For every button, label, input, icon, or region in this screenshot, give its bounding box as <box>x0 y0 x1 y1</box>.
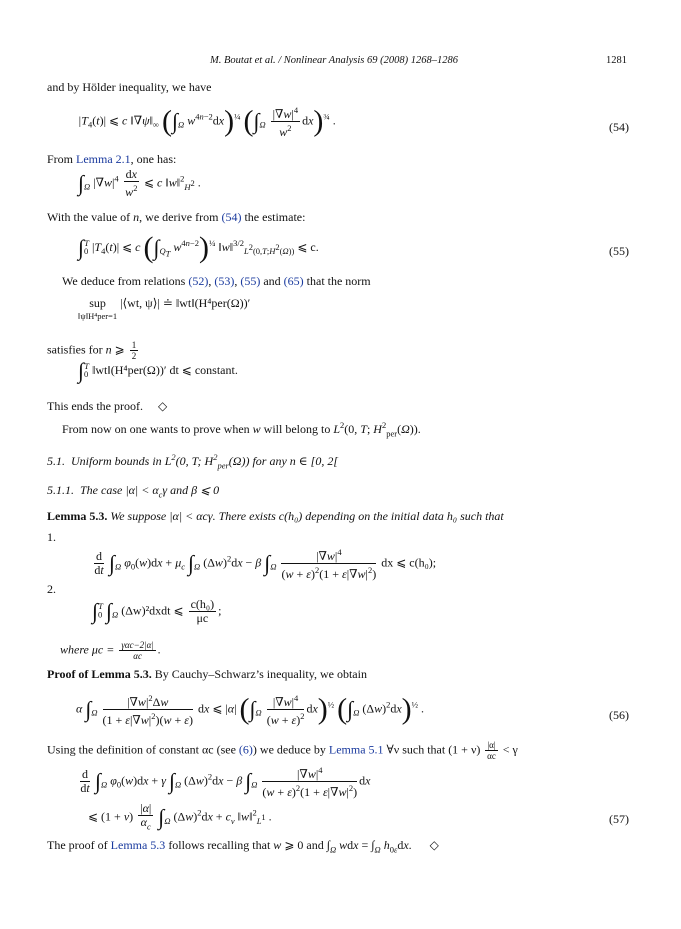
from-now-line: From now on one wants to prove when w will belong to $L^2(0$, T; $H^2_{per}(\Omega)$). <box>62 420 421 439</box>
equation-grad-bound: $\int_\Omega$ $|\nabla w|^4$ $\frac{dx}{w^2}$ ⩽ c ‖w‖$^2_{H^2}$ . <box>78 167 201 199</box>
page-number: 1281 <box>606 55 627 66</box>
value-n-line: With the value of n, we derive from (54) the estimate: <box>47 210 306 224</box>
equation-number-56: (56) <box>609 708 629 722</box>
equation-56: α $\int_\Omega$ $\frac{|\nabla w|^2\Delta w}{(1 + \varepsilon|\nabla w|^2)(w + \varepsilon)}$ dx ⩽ |α| ($\int_\Omega$ $\frac{|\nabla w|^4}{(w + \varepsilon)^2}$ dx)$^{\frac{1}{2}}$ ($\int_\Omega$ $(\Delta w)^2dx)^{\frac{1}{2}}$ . <box>76 692 425 727</box>
qed-symbol: ◇ <box>157 399 168 413</box>
from-lemma-line: From Lemma 2.1, one has: <box>47 152 177 166</box>
item-1-label: 1. <box>47 530 56 544</box>
proof-end-line: This ends the proof. ◇ <box>47 399 168 413</box>
deduce-line: We deduce from relations (52), (53), (55) and (65) that the norm <box>62 274 371 288</box>
where-mu-line: where μc = $\frac{\text{γαc−2|α|}}{\alpha c}$ . <box>60 640 161 661</box>
section-5-1-1-heading: 5.1.1. The case $|\alpha| < \alpha_c\gamma$ and β ⩽ 0 <box>47 483 220 500</box>
section-5-1-heading: 5.1. Uniform bounds in $L^2(0$, T; $H^2_{per}(\Omega)$) for any n ∈ [0, 2[ <box>47 452 338 471</box>
eq-6-link[interactable]: (6) <box>238 742 253 757</box>
equation-time-bound: $\int_0^T$ ‖wt‖(H⁴per(Ω))′ dt ⩽ constant. <box>78 358 238 383</box>
qed-symbol: ◇ <box>429 838 439 852</box>
equation-57-line-1: $\frac{d}{dt}$ $\int_\Omega$ $\varphi_0(w)dx + \gamma$ $\int_\Omega$ $(\Delta w)^2dx - \beta$ $\int_\Omega$ $\frac{|\nabla w|^4}{(w + \varepsilon)^2(1 + \varepsilon|\nabla w|^2)}$ dx <box>80 765 371 799</box>
equation-55: $\int_0^T$ $|T_4(t)|$ ⩽ c ($\int_{Q_T}$ $w^{4n-2})^{\frac{1}{4}}$ ‖w‖$^{3/2}_{L^2(0,T;H^2(\Omega))}$ ⩽ c. <box>78 231 319 264</box>
holder-intro: and by Hölder inequality, we have <box>47 80 212 94</box>
equation-57-line-2: ⩽ (1 + ν) $\frac{|\alpha|}{\alpha_c}$ $\int_\Omega$ $(\Delta w)^2dx + c_\nu$ ‖w‖$^2_{L^1}$ . <box>88 801 272 832</box>
equation-54: $|T_4(t)|$ ⩽ c $‖\nabla\psi‖_\infty$ ($\int_\Omega$ $w^{4n-2}dx)^{\frac{1}{4}}$ ($\int_\Omega$ $\frac{|\nabla w|^4}{w^2}$ dx)$^{\frac{3}{4}}$ . <box>78 104 336 139</box>
equation-number-55: (55) <box>609 244 629 258</box>
lemma-5-3-statement: Lemma 5.3. We suppose |α| < αcγ. There exists c(h₀) depending on the initial data h₀ such that <box>47 509 504 523</box>
eq-55-link[interactable]: (55) <box>240 274 261 288</box>
eq-52-link[interactable]: (52) <box>188 274 209 288</box>
running-header: M. Boutat et al. / Nonlinear Analysis 69 (2008) 1268–1286 <box>210 55 459 66</box>
equation-number-54: (54) <box>609 120 629 134</box>
equation-item-1: $\frac{d}{dt}$ $\int_\Omega$ $\varphi_0(w)dx + \mu_c$ $\int_\Omega$ $(\Delta w)^2dx - \beta$ $\int_\Omega$ $\frac{|\nabla w|^4}{(w + \varepsilon)^2(1 + \varepsilon|\nabla w|^2)}$ dx ⩽ c(h₀); <box>94 547 437 581</box>
eq-53-link[interactable]: (53) <box>214 274 235 288</box>
using-definition-line: Using the definition of constant αc (see (6)) we deduce by Lemma 5.1 ∀ν such that (1 + ν) $\frac{|\alpha|}{\alpha c}$ < γ <box>47 740 518 761</box>
lemma-2-1-link[interactable]: Lemma 2.1 <box>76 152 131 166</box>
item-2-label: 2. <box>47 582 56 596</box>
lemma-5-1-link[interactable]: Lemma 5.1 <box>328 742 384 757</box>
lemma-5-3-link[interactable]: Lemma 5.3 <box>110 838 166 852</box>
proof-lemma-5-3-line: Proof of Lemma 5.3. By Cauchy–Schwarz’s inequality, we obtain <box>47 667 367 681</box>
final-line: The proof of Lemma 5.3 follows recalling that w ⩾ 0 and $\int_\Omega$ wdx = $\int_\Omega$ $h_{0\varepsilon}dx$. ◇ <box>47 838 439 855</box>
equation-number-57: (57) <box>609 812 629 826</box>
eq-65-link[interactable]: (65) <box>283 274 304 288</box>
equation-item-2: $\int_0^T$ $\int_\Omega$ (Δw)²dxdt ⩽ $\frac{\text{c(h₀)}}{\mu c}$ ; <box>92 597 222 625</box>
eq-54-link[interactable]: (54) <box>221 210 242 224</box>
equation-sup-norm: sup ‖ψ‖H⁴per=1 |⟨wt, ψ⟩| ≐ ‖wt‖(H⁴per(Ω))′ <box>78 296 251 321</box>
satisfies-line: satisfies for n ⩾ $\frac{1}{2}$ <box>47 340 137 361</box>
